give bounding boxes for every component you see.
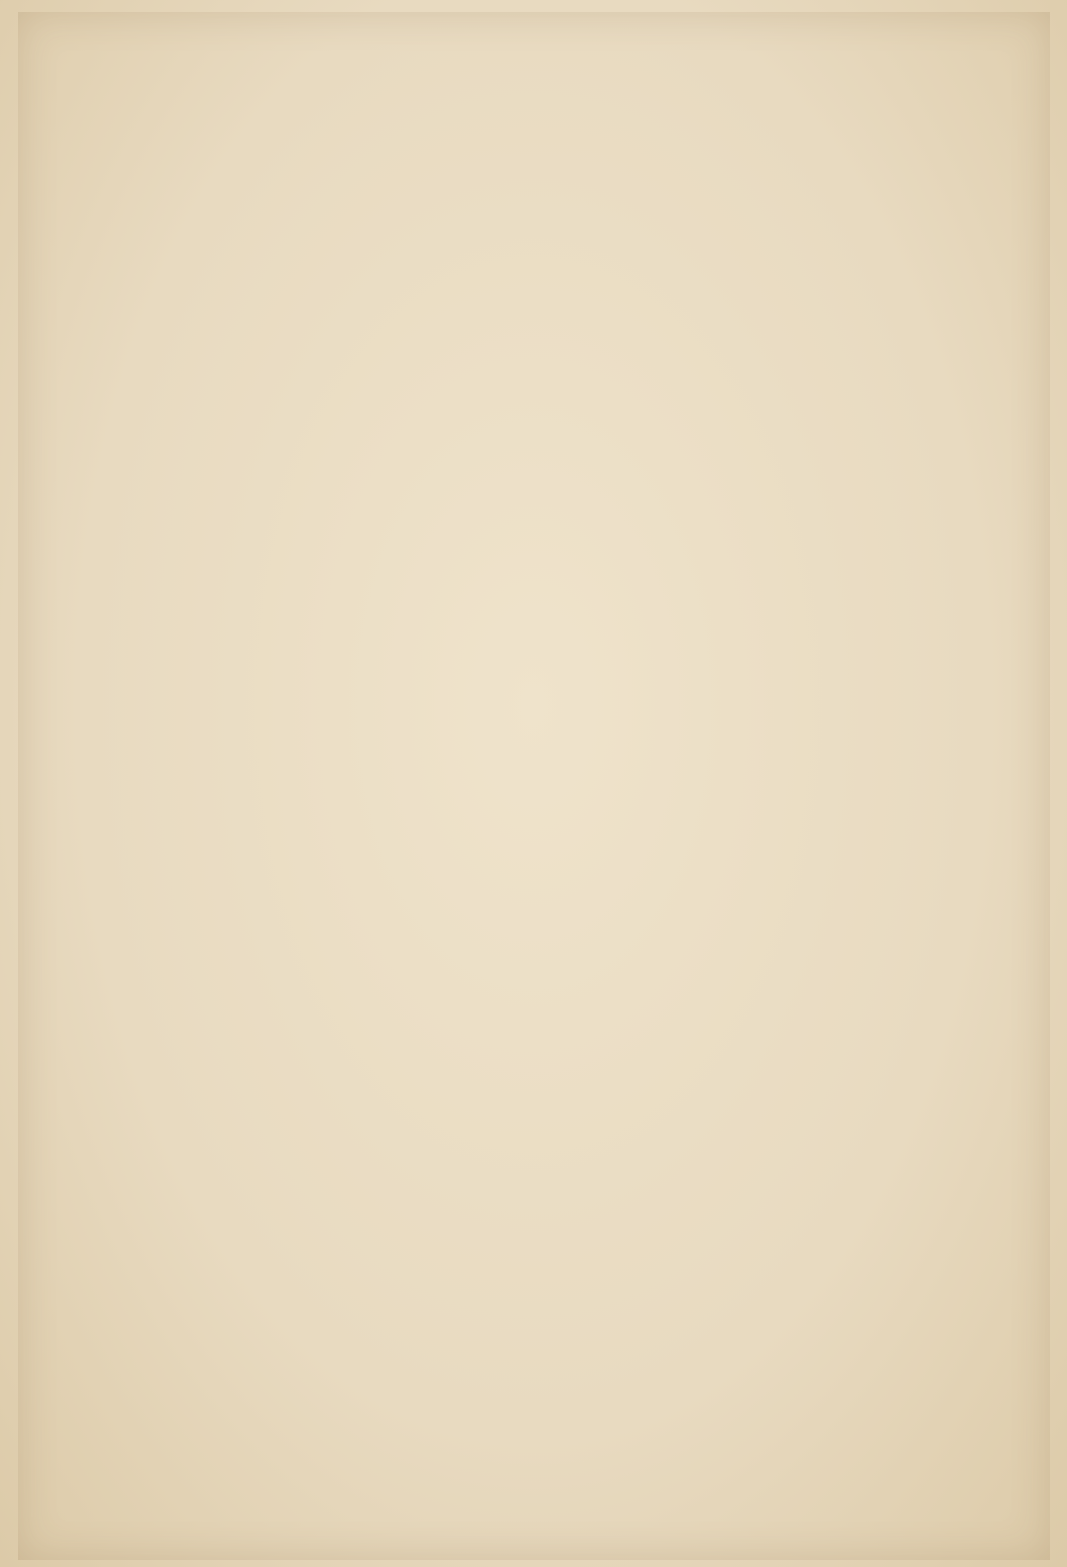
text-tier-bottom (95, 1082, 925, 1562)
text-tier-top (95, 112, 925, 582)
text-tier-middle (95, 592, 925, 1072)
